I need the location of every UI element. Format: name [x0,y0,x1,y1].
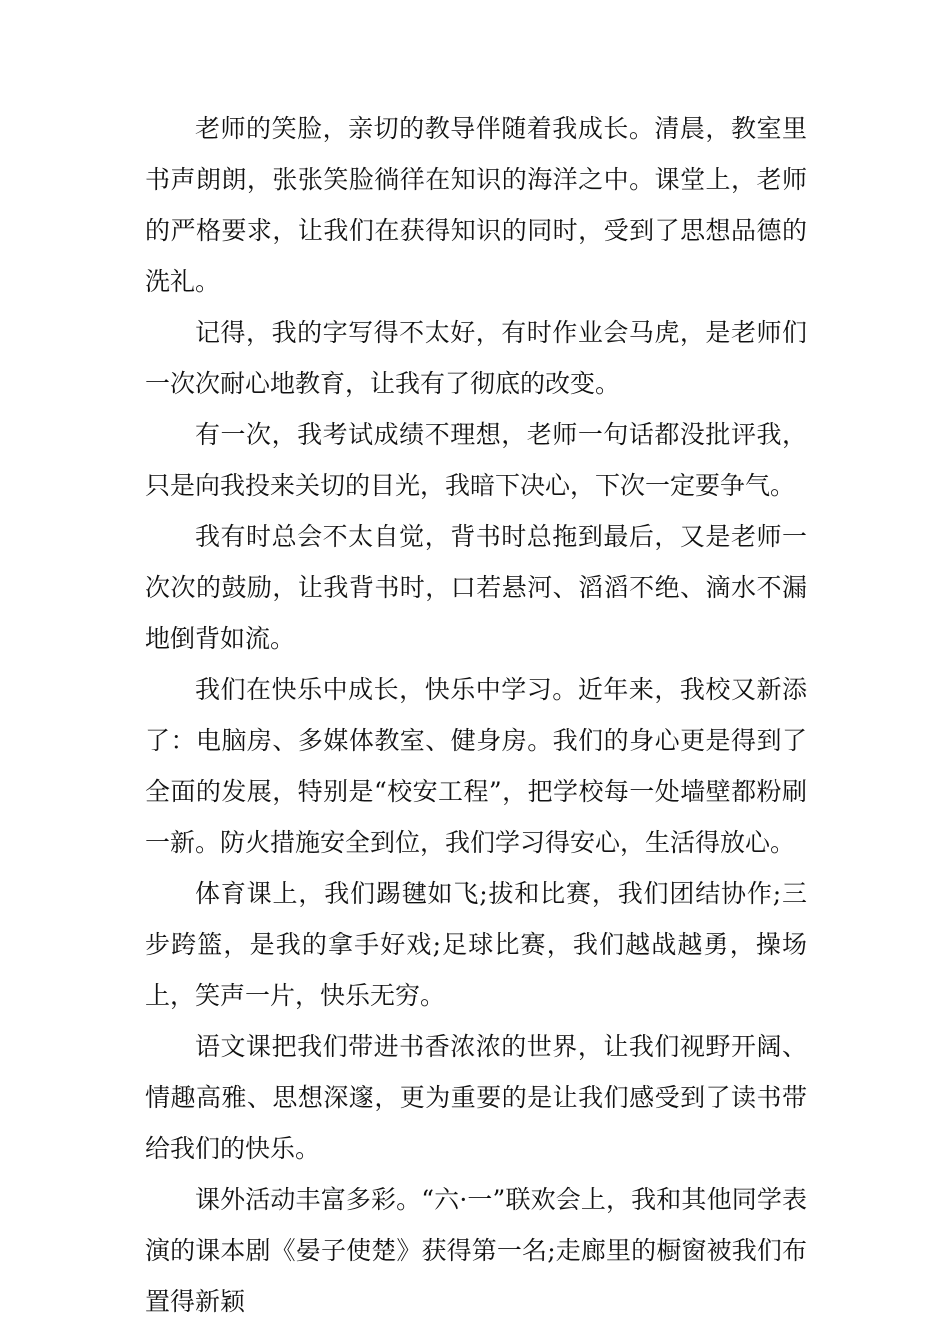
paragraph-7: 语文课把我们带进书香浓浓的世界，让我们视野开阔、情趣高雅、思想深邃，更为重要的是让我们感受到了读书带给我们的快乐。 [145,1032,807,1163]
paragraph-6: 体育课上，我们踢毽如飞;拔和比赛，我们团结协作;三步跨篮，是我的拿手好戏;足球比赛，我们越战越勇，操场上，笑声一片，快乐无穷。 [145,879,807,1010]
document-body [145,103,807,1327]
paragraph-8: 课外活动丰富多彩。“六·一”联欢会上，我和其他同学表演的课本剧《晏子使楚》获得第一名;走廊里的橱窗被我们布置得新颖 [145,1185,807,1316]
paragraph-3: 有一次，我考试成绩不理想，老师一句话都没批评我，只是向我投来关切的目光，我暗下决心，下次一定要争气。 [145,420,807,500]
paragraph-1: 老师的笑脸，亲切的教导伴随着我成长。清晨，教室里书声朗朗，张张笑脸徜徉在知识的海洋之中。课堂上，老师的严格要求，让我们在获得知识的同时，受到了思想品德的洗礼。 [145,114,807,296]
paragraph-2: 记得，我的字写得不太好，有时作业会马虎，是老师们一次次耐心地教育，让我有了彻底的改变。 [145,318,807,398]
paragraph-5: 我们在快乐中成长，快乐中学习。近年来，我校又新添了：电脑房、多媒体教室、健身房。我们的身心更是得到了全面的发展，特别是“校安工程”，把学校每一处墙壁都粉刷一新。防火措施安全到位，我们学习得安心，生活得放心。 [145,675,807,857]
paragraph-4: 我有时总会不太自觉，背书时总拖到最后，又是老师一次次的鼓励，让我背书时，口若悬河、滔滔不绝、滴水不漏地倒背如流。 [145,522,807,653]
